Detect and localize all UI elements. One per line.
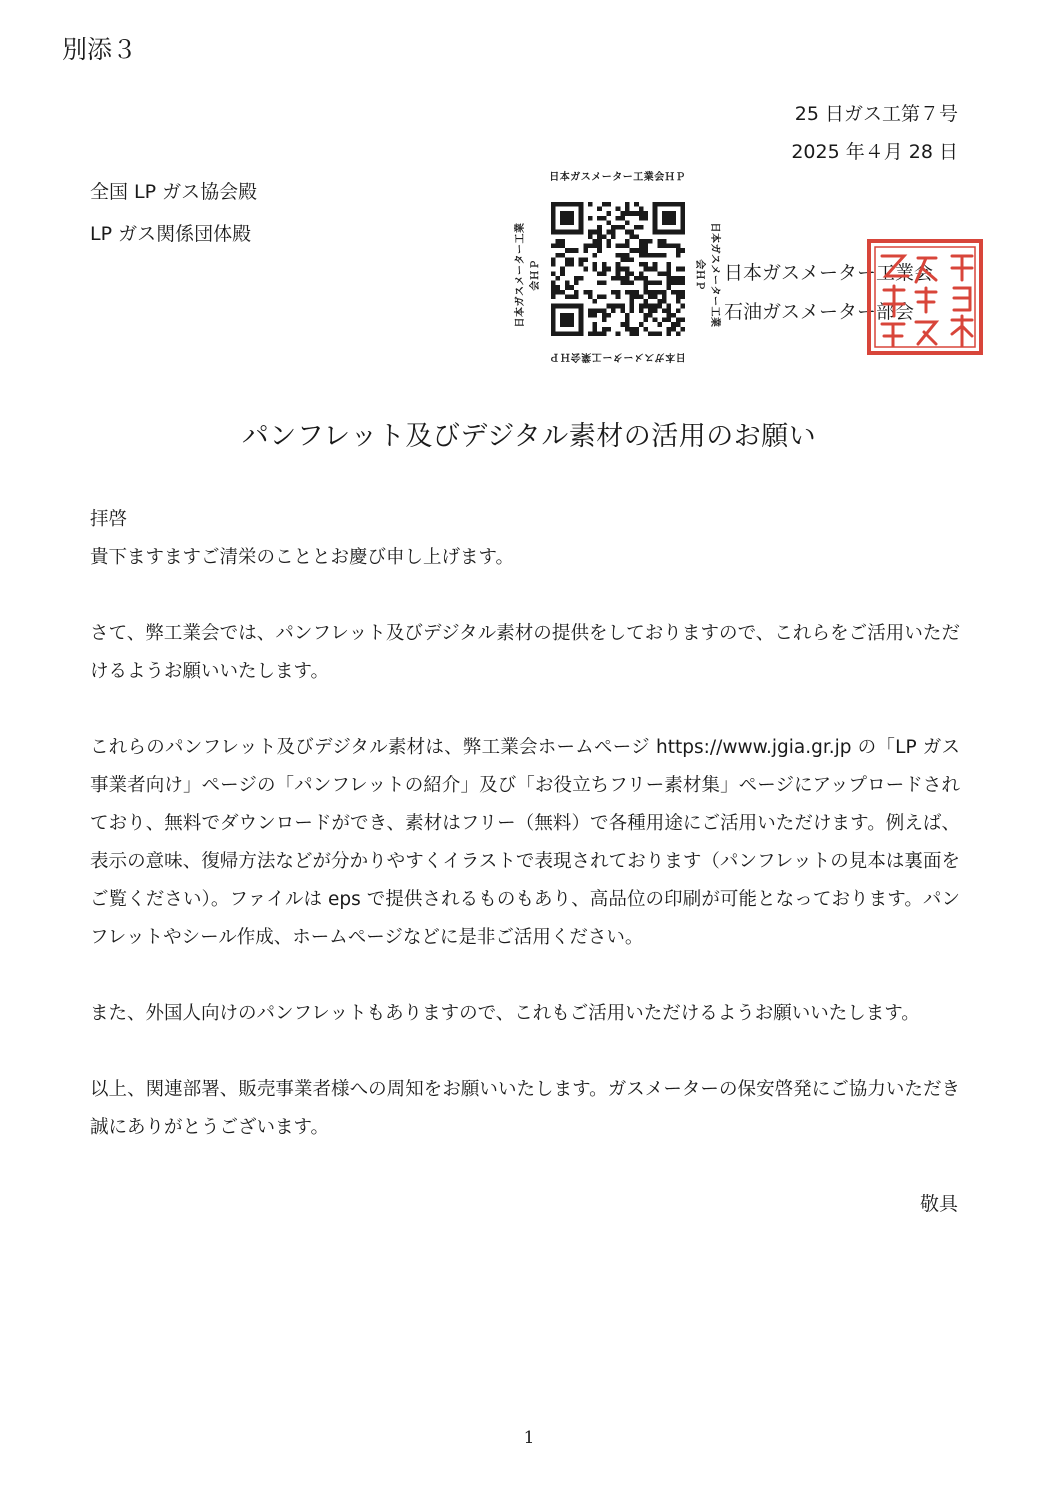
qr-caption-bottom: 日本ガスメーター工業会ＨＰ bbox=[549, 351, 686, 362]
page-number: 1 bbox=[523, 1428, 535, 1448]
sender-organization: 日本ガスメーター工業会 bbox=[724, 262, 934, 284]
qr-caption-left: 日本ガスメーター工業会ＨＰ bbox=[515, 222, 541, 328]
qr-code-icon[interactable] bbox=[551, 202, 685, 336]
document-number: 25 日ガス工第７号 bbox=[794, 103, 958, 125]
document-date: 2025 年４月 28 日 bbox=[791, 141, 958, 163]
paragraph-1: さて、弊工業会では、パンフレット及びデジタル素材の提供をしておりますので、これらをご活用いただけるようお願いいたします。 bbox=[90, 623, 960, 682]
qr-code-block[interactable] bbox=[515, 168, 720, 368]
attachment-label: 別添３ bbox=[62, 35, 138, 64]
sender-department: 石油ガスメーター部会 bbox=[724, 301, 915, 323]
qr-caption-right: 日本ガスメーター工業会ＨＰ bbox=[694, 222, 720, 328]
salutation: 拝啓 bbox=[90, 509, 128, 530]
paragraph-4: 以上、関連部署、販売事業者様への周知をお願いいたします。ガスメーターの保安啓発にご協力いただき誠にありがとうございます。 bbox=[90, 1079, 960, 1138]
official-seal-icon bbox=[866, 238, 984, 356]
recipient-1: 全国 LP ガス協会殿 bbox=[90, 181, 258, 203]
paragraph-2: これらのパンフレット及びデジタル素材は、弊工業会ホームページ https://www.jgia.gr.jp の「LP ガス事業者向け」ページの「パンフレットの紹介」及び「お役立ちフリー素材集」ページにアップロードされており、無料でダウンロードができ、素材はフリー（無料）で各種用途にご活用いただけます。例えば、表示の意味、復帰方法などが分かりやすくイラストで表現されております（パンフレットの見本は裏面をご覧ください）。ファイルは eps で提供されるものもあり、高品位の印刷が可能となっております。パンフレットやシール作成、ホームページなどに是非ご活用ください。 bbox=[90, 737, 960, 948]
document-title: パンフレット及びデジタル素材の活用のお願い bbox=[241, 421, 817, 452]
paragraph-3: また、外国人向けのパンフレットもありますので、これもご活用いただけるようお願いいたします。 bbox=[90, 1003, 920, 1024]
qr-caption-top: 日本ガスメーター工業会ＨＰ bbox=[549, 172, 686, 183]
greeting: 貴下ますますご清栄のこととお慶び申し上げます。 bbox=[90, 547, 515, 568]
closing: 敬具 bbox=[919, 1193, 958, 1215]
recipient-2: LP ガス関係団体殿 bbox=[90, 223, 252, 245]
